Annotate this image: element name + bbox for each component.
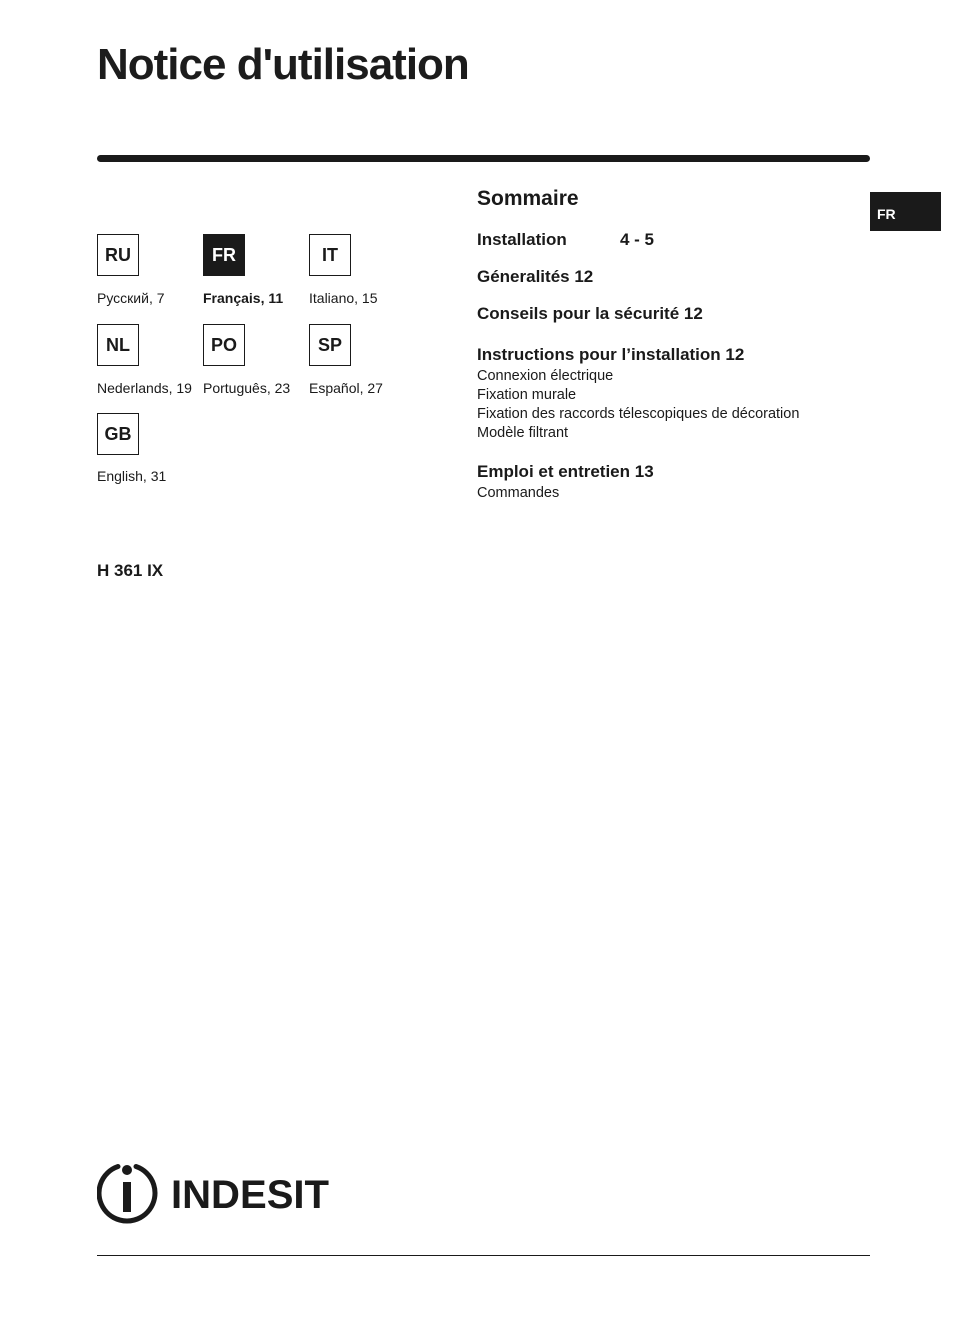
indesit-i-logo-icon: [99, 1165, 155, 1221]
lang-label-nl: Nederlands, 19: [97, 380, 192, 396]
toc-subitem: Commandes: [477, 485, 560, 501]
toc-heading: Sommaire: [477, 187, 579, 210]
logo-wordmark: INDESIT: [171, 1173, 329, 1217]
lang-label-gb: English, 31: [97, 468, 167, 484]
toc-entry-instructions-installation[interactable]: Instructions pour l’installation 12: [477, 345, 745, 364]
lang-code-fr[interactable]: FR: [203, 234, 245, 276]
toc-entry-conseils-securite[interactable]: Conseils pour la sécurité 12: [477, 304, 703, 323]
page-title: Notice d'utilisation: [97, 40, 469, 89]
toc-entry-installation-page: 4 - 5: [620, 230, 655, 249]
lang-code-it[interactable]: IT: [309, 234, 351, 276]
toc-subitem: Connexion électrique: [477, 368, 614, 384]
indesit-logo: [97, 1160, 337, 1224]
toc-entry-installation[interactable]: Installation: [477, 230, 567, 249]
top-divider: [97, 155, 870, 162]
toc-subitem: Fixation murale: [477, 387, 577, 403]
toc-entry-generalites[interactable]: Géneralités 12: [477, 267, 594, 286]
lang-label-it: Italiano, 15: [309, 290, 378, 306]
lang-code-po[interactable]: PO: [203, 324, 245, 366]
toc-entry-emploi-entretien[interactable]: Emploi et entretien 13: [477, 462, 654, 481]
lang-label-ru: Русский, 7: [97, 290, 165, 306]
lang-code-ru[interactable]: RU: [97, 234, 139, 276]
toc-subitem: Fixation des raccords télescopiques de décoration: [477, 406, 800, 422]
lang-code-nl[interactable]: NL: [97, 324, 139, 366]
toc-subitem: Modèle filtrant: [477, 425, 569, 441]
model-number: H 361 IX: [97, 561, 164, 580]
lang-code-gb[interactable]: GB: [97, 413, 139, 455]
lang-label-fr: Français, 11: [203, 290, 284, 306]
lang-code-sp[interactable]: SP: [309, 324, 351, 366]
lang-label-sp: Español, 27: [309, 380, 383, 396]
bottom-divider: [97, 1255, 870, 1256]
language-side-tab: FR: [870, 192, 941, 231]
lang-label-po: Português, 23: [203, 380, 291, 396]
